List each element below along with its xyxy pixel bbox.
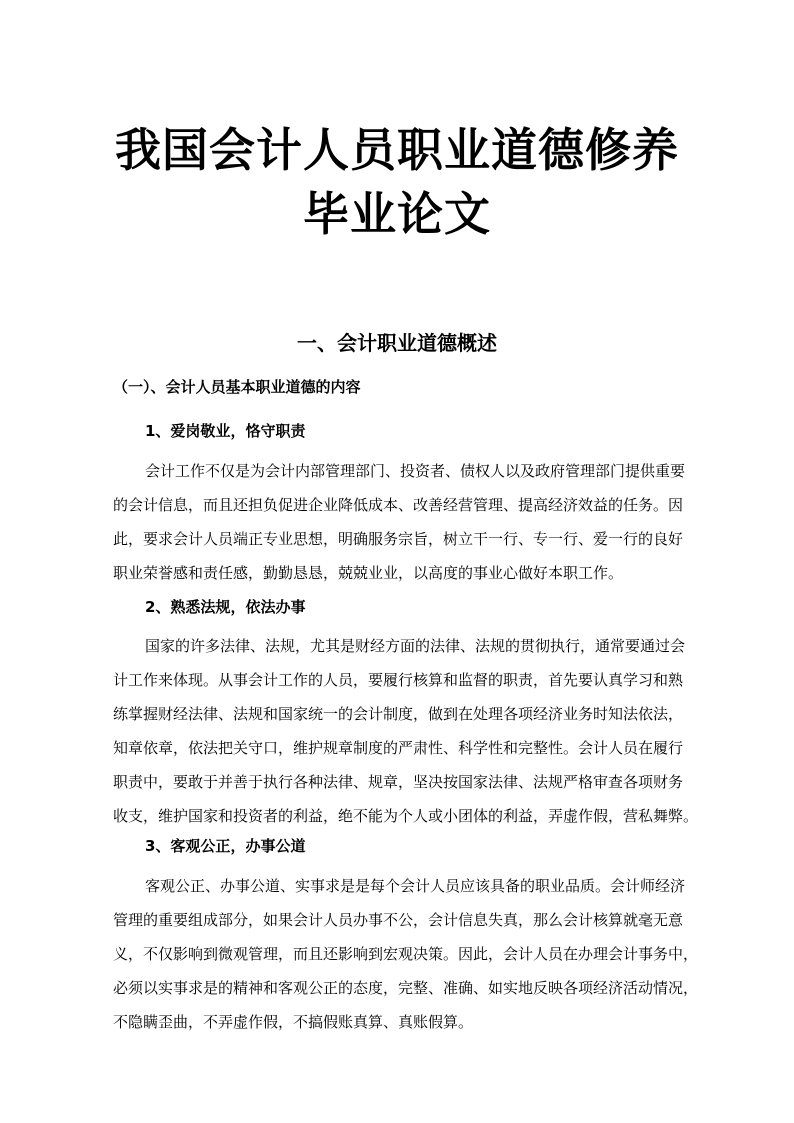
- paragraph-line: 不隐瞒歪曲，不弄虚作假，不搞假账真算、真账假算。: [113, 1013, 474, 1031]
- title-line-2: 毕业论文: [303, 187, 491, 241]
- item-heading: 1、爱岗敬业，恪守职责: [145, 422, 306, 440]
- paragraph: [113, 869, 699, 1039]
- paragraph-line: 知章依章，依法把关守口，维护规章制度的严肃性、科学性和完整性。会计人员在履行: [113, 739, 684, 757]
- paragraph-line: 义，不仅影响到微观管理，而且还影响到宏观决策。因此，会计人员在办理会计事务中，: [113, 945, 699, 963]
- subsection-heading: （一）、会计人员基本职业道德的内容: [113, 378, 361, 396]
- paragraph-line: 收支，维护国家和投资者的利益，绝不能为个人或小团体的利益，弄虚作假，营私舞弊。: [113, 807, 699, 825]
- paragraph-line: 职责中，要敢于并善于执行各种法律、规章，坚决按国家法律、法规严格审查各项财务: [113, 773, 684, 791]
- paragraph: [113, 629, 699, 833]
- paragraph-line: 国家的许多法律、法规，尤其是财经方面的法律、法规的贯彻执行，通常要通过会: [145, 637, 686, 655]
- paragraph: [113, 454, 686, 590]
- document-title: [60, 118, 734, 246]
- paragraph-line: 计工作来体现。从事会计工作的人员，要履行核算和监督的职责，首先要认真学习和熟: [113, 671, 684, 689]
- item-heading: 2、熟悉法规，依法办事: [145, 598, 306, 616]
- item-heading: 3、客观公正，办事公道: [145, 837, 306, 855]
- title-line-1: 我国会计人员职业道德修养: [115, 123, 679, 177]
- paragraph-line: 客观公正、办事公道、实事求是是每个会计人员应该具备的职业品质。会计师经济: [145, 877, 686, 895]
- paragraph-line: 练掌握财经法律、法规和国家统一的会计制度，做到在处理各项经济业务时知法依法，: [113, 705, 684, 723]
- paragraph-line: 会计工作不仅是为会计内部管理部门、投资者、债权人以及政府管理部门提供重要: [145, 462, 686, 480]
- paragraph-line: 此，要求会计人员端正专业思想，明确服务宗旨，树立干一行、专一行、爱一行的良好: [113, 530, 684, 548]
- paragraph-line: 职业荣誉感和责任感，勤勤恳恳，兢兢业业，以高度的事业心做好本职工作。: [113, 564, 624, 582]
- paragraph-line: 管理的重要组成部分，如果会计人员办事不公，会计信息失真，那么会计核算就毫无意: [113, 911, 684, 929]
- section-heading: 一、会计职业道德概述: [297, 331, 497, 355]
- paragraph-line: 必须以实事求是的精神和客观公正的态度，完整、准确、如实地反映各项经济活动情况，: [113, 979, 699, 997]
- paragraph-line: 的会计信息，而且还担负促进企业降低成本、改善经营管理、提高经济效益的任务。因: [113, 496, 684, 514]
